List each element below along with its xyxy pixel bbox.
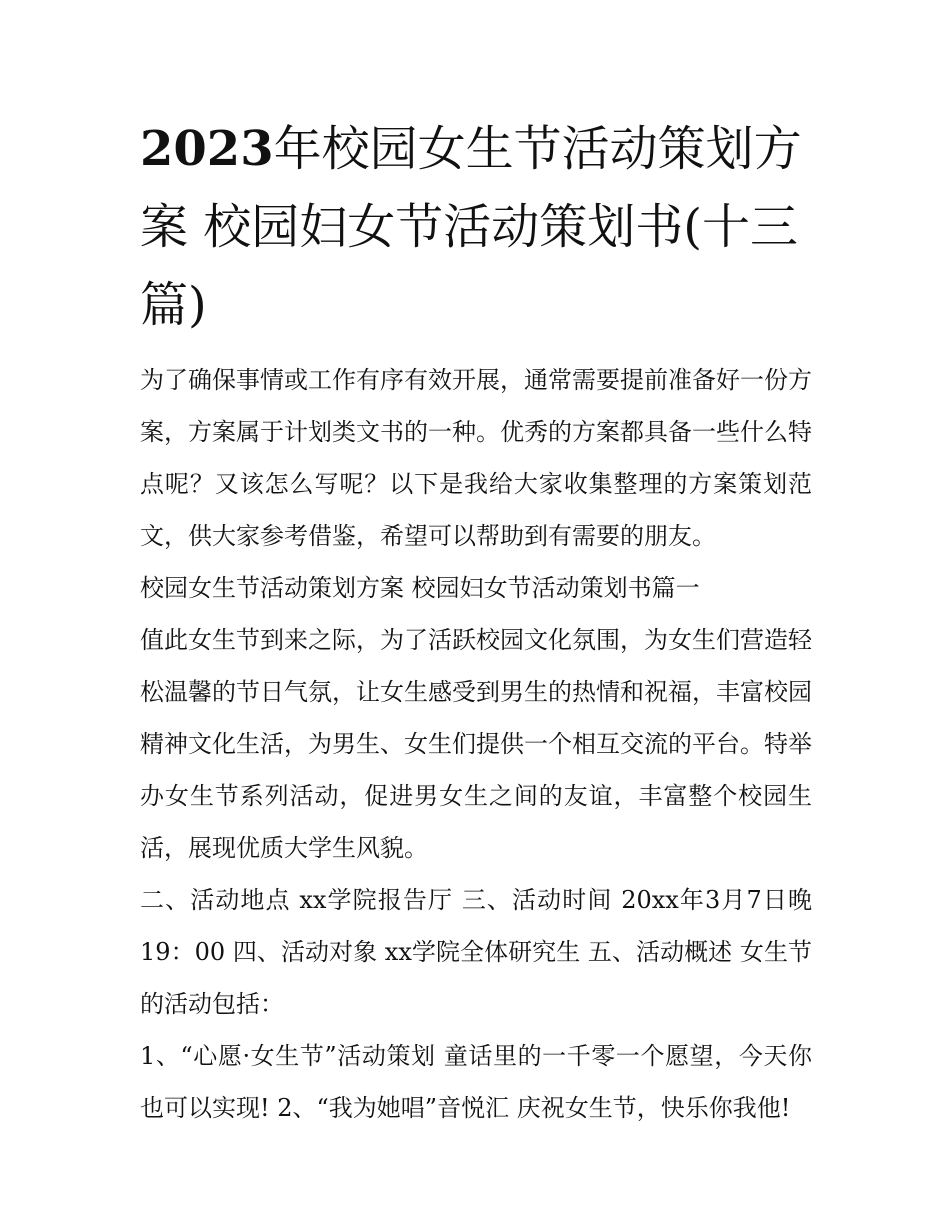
title-text: 年校园女生节活动策划方案 校园妇女节活动策划书(十三篇): [140, 121, 802, 333]
document-title: [140, 110, 812, 344]
background-paragraph: 值此女生节到来之际，为了活跃校园文化氛围，为女生们营造轻松温馨的节日气氛，让女生感受到男生的热情和祝福，丰富校园精神文化生活，为男生、女生们提供一个相互交流的平台。特举办女生节系列活动，促进男女生之间的友谊，丰富整个校园生活，展现优质大学生风貌。: [140, 626, 812, 862]
details-paragraph: 二、活动地点 xx学院报告厅 三、活动时间 20xx年3月7日晚19：00 四、活动对象 xx学院全体研究生 五、活动概述 女生节的活动包括：: [140, 886, 812, 1018]
intro-paragraph: 为了确保事情或工作有序有效开展，通常需要提前准备好一份方案，方案属于计划类文书的一种。优秀的方案都具备一些什么特点呢？又该怎么写呢？以下是我给大家收集整理的方案策划范文，供大家参考借鉴，希望可以帮助到有需要的朋友。: [140, 366, 812, 550]
section-heading: 校园女生节活动策划方案 校园妇女节活动策划书篇一: [140, 574, 700, 602]
document-page: [140, 110, 812, 1134]
title-year: 2023: [140, 121, 274, 177]
activities-paragraph: 1、“心愿·女生节”活动策划 童话里的一千零一个愿望，今天你也可以实现! 2、“我为她唱”音悦汇 庆祝女生节，快乐你我他!: [140, 1042, 812, 1122]
